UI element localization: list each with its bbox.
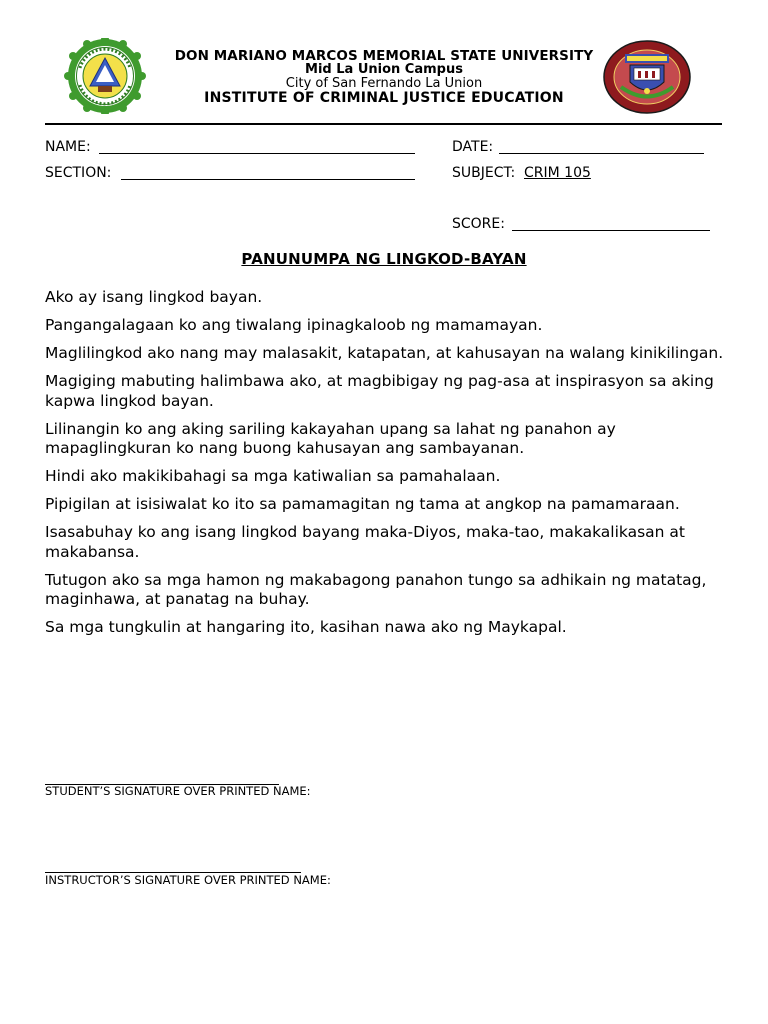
section-label: SECTION: (45, 165, 112, 181)
oath-line: Sa mga tungkulin at hangaring ito, kasihan nawa ako ng Maykapal. (45, 618, 567, 636)
oath-line: Ako ay isang lingkod bayan. (45, 288, 263, 306)
institute-name: INSTITUTE OF CRIMINAL JUSTICE EDUCATION (204, 90, 564, 106)
instructor-signature-label: INSTRUCTOR’S SIGNATURE OVER PRINTED NAME: (45, 873, 331, 887)
oath-line: Hindi ako makikibahagi sa mga katiwalian sa pamahalaan. (45, 467, 501, 485)
student-signature-label: STUDENT’S SIGNATURE OVER PRINTED NAME: (45, 784, 311, 798)
institute-seal-icon (603, 40, 691, 114)
subject-value: CRIM 105 (524, 165, 591, 181)
campus-name: Mid La Union Campus (305, 62, 463, 77)
date-field[interactable] (499, 153, 704, 154)
name-field[interactable] (99, 153, 415, 154)
oath-line: Pipigilan at isisiwalat ko ito sa pamamagitan ng tama at angkop na pamamaraan. (45, 495, 680, 513)
name-label: NAME: (45, 139, 91, 155)
university-name: DON MARIANO MARCOS MEMORIAL STATE UNIVERSITY (174, 48, 594, 64)
oath-line: Lilinangin ko ang aking sariling kakayahan upang sa lahat ng panahon ay mapaglingkuran ko nang buong kahusayan ang sambayanan. (45, 419, 616, 457)
score-label: SCORE: (452, 216, 505, 232)
header-divider (45, 123, 722, 125)
score-field[interactable] (512, 230, 710, 231)
oath-title: PANUNUMPA NG LINGKOD-BAYAN (241, 250, 527, 268)
section-field[interactable] (121, 179, 415, 180)
date-label: DATE: (452, 139, 494, 155)
university-seal-icon (60, 38, 150, 114)
oath-line: Maglilingkod ako nang may malasakit, katapatan, at kahusayan na walang kinikilingan. (45, 344, 724, 362)
subject-label: SUBJECT: (452, 165, 516, 181)
oath-line: Pangangalagaan ko ang tiwalang ipinagkaloob ng mamamayan. (45, 316, 543, 334)
city-name: City of San Fernando La Union (285, 76, 483, 91)
oath-line: Tutugon ako sa mga hamon ng makabagong panahon tungo sa adhikain ng matatag, maginhawa, at panatag na buhay. (45, 570, 707, 608)
oath-line: Isasabuhay ko ang isang lingkod bayang maka-Diyos, maka-tao, makakalikasan at makabansa. (45, 523, 685, 561)
oath-body (45, 288, 735, 646)
oath-line: Magiging mabuting halimbawa ako, at magbibigay ng pag-asa at inspirasyon sa aking kapwa lingkod bayan. (45, 372, 714, 410)
